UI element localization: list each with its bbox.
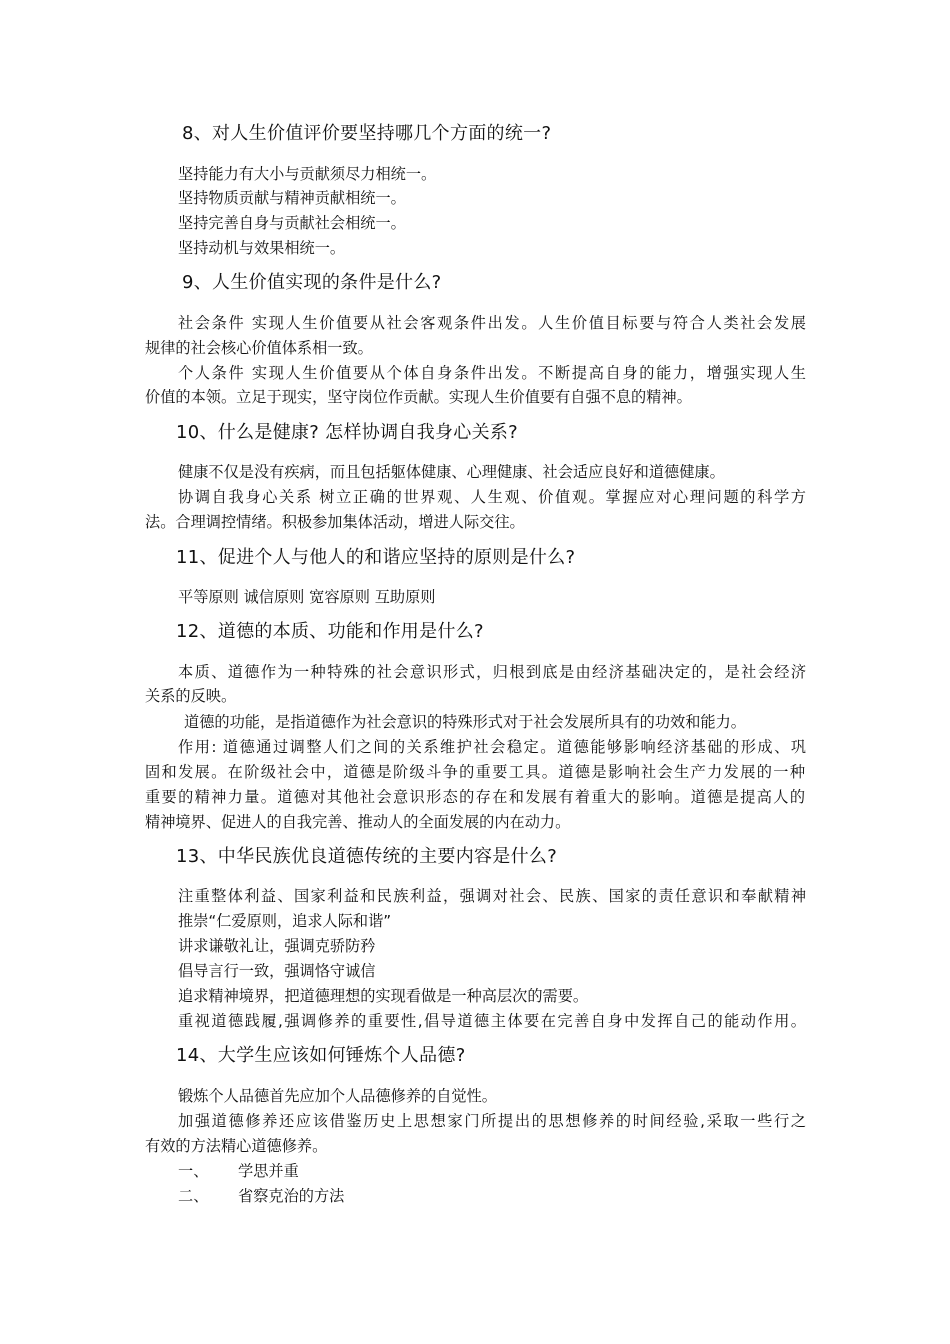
answer-line: 个人条件 实现人生价值要从个体自身条件出发。不断提高自身的能力，增强实现人生 [178, 364, 806, 382]
answer-line: 法。合理调控情绪。积极参加集体活动，增进人际交往。 [145, 513, 525, 531]
question-9: 9、人生价值实现的条件是什么? [182, 272, 442, 293]
list-item [178, 1185, 344, 1207]
question-8: 8、对人生价值评价要坚持哪几个方面的统一? [182, 123, 552, 144]
answer-line: 坚持物质贡献与精神贡献相统一。 [178, 189, 406, 207]
answer-line: 健康不仅是没有疾病，而且包括躯体健康、心理健康、社会适应良好和道德健康。 [178, 463, 725, 481]
answer-line: 注重整体利益、国家利益和民族利益，强调对社会、民族、国家的责任意识和奉献精神 [178, 887, 806, 905]
question-13: 13、中华民族优良道德传统的主要内容是什么? [176, 846, 558, 867]
question-11: 11、促进个人与他人的和谐应坚持的原则是什么? [176, 547, 576, 568]
answer-line: 社会条件 实现人生价值要从社会客观条件出发。人生价值目标要与符合人类社会发展 [178, 314, 806, 332]
list-item-text: 学思并重 [238, 1162, 299, 1180]
answer-line: 重要的精神力量。道德对其他社会意识形态的存在和发展有着重大的影响。道德是提高人的 [145, 788, 805, 806]
answer-line: 道德的功能，是指道德作为社会意识的特殊形式对于社会发展所具有的功效和能力。 [184, 713, 746, 731]
question-10: 10、什么是健康? 怎样协调自我身心关系? [176, 422, 519, 443]
list-item [178, 1160, 299, 1182]
question-14: 14、大学生应该如何锤炼个人品德? [176, 1045, 466, 1066]
question-12: 12、道德的本质、功能和作用是什么? [176, 621, 484, 642]
answer-line: 平等原则 诚信原则 宽容原则 互助原则 [178, 588, 436, 606]
answer-line: 追求精神境界，把道德理想的实现看做是一种高层次的需要。 [178, 987, 589, 1005]
answer-line: 关系的反映。 [145, 687, 237, 705]
answer-line: 规律的社会核心价值体系相一致。 [145, 339, 373, 357]
answer-line: 锻炼个人品德首先应加个人品德修养的自觉性。 [178, 1087, 497, 1105]
answer-line: 本质、道德作为一种特殊的社会意识形式，归根到底是由经济基础决定的，是社会经济 [178, 663, 806, 681]
answer-line: 倡导言行一致，强调恪守诚信 [178, 962, 376, 980]
answer-line: 价值的本领。立足于现实，坚守岗位作贡献。实现人生价值要有自强不息的精神。 [145, 388, 692, 406]
answer-line: 坚持完善自身与贡献社会相统一。 [178, 214, 406, 232]
answer-line: 推崇“仁爱原则，追求人际和谐” [178, 912, 392, 930]
list-marker: 二、 [178, 1187, 209, 1205]
answer-line: 作用: 道德通过调整人们之间的关系维护社会稳定。道德能够影响经济基础的形成、巩 [178, 738, 806, 756]
list-marker: 一、 [178, 1162, 209, 1180]
answer-line: 有效的方法精心道德修养。 [145, 1137, 328, 1155]
list-item-text: 省察克治的方法 [238, 1187, 345, 1205]
answer-line: 重视道德践履,强调修养的重要性,倡导道德主体要在完善自身中发挥自己的能动作用。 [178, 1012, 806, 1030]
answer-line: 固和发展。在阶级社会中，道德是阶级斗争的重要工具。道德是影响社会生产力发展的一种 [145, 763, 805, 781]
answer-line: 协调自我身心关系 树立正确的世界观、人生观、价值观。掌握应对心理问题的科学方 [178, 488, 806, 506]
answer-line: 坚持能力有大小与贡献须尽力相统一。 [178, 165, 437, 183]
answer-line: 精神境界、促进人的自我完善、推动人的全面发展的内在动力。 [145, 813, 571, 831]
answer-line: 加强道德修养还应该借鉴历史上思想家门所提出的思想修养的时间经验,采取一些行之 [178, 1112, 806, 1130]
answer-line: 讲求谦敬礼让，强调克骄防矜 [178, 937, 376, 955]
answer-line: 坚持动机与效果相统一。 [178, 239, 346, 257]
